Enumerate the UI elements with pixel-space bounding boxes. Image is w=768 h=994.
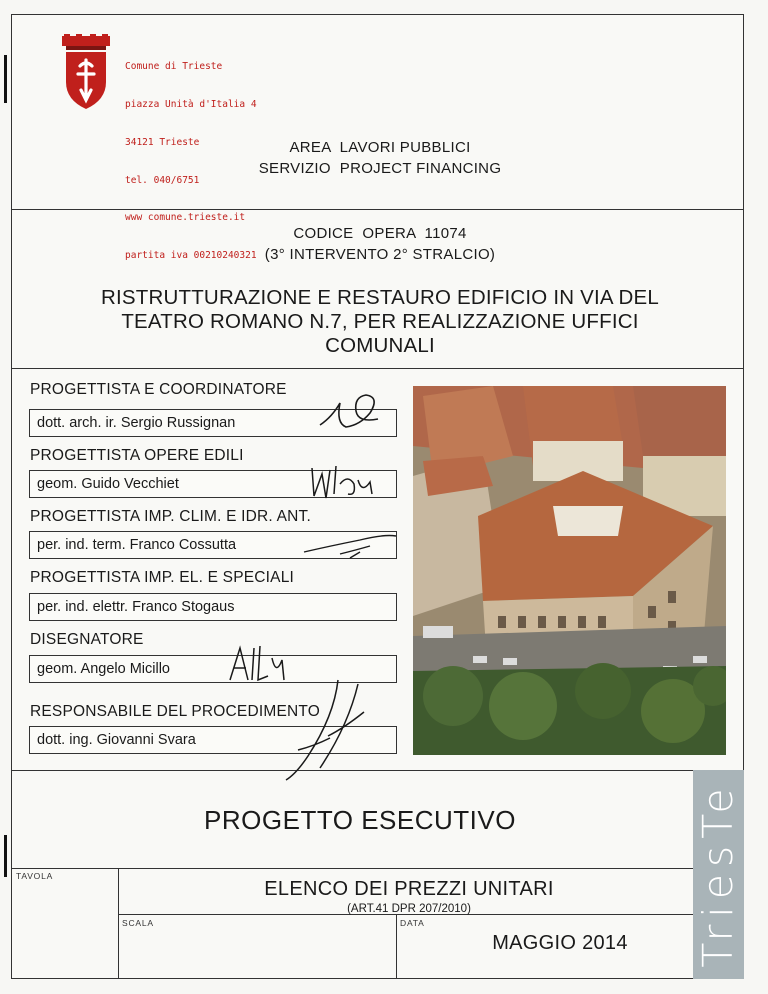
address-line: piazza Unità d'Italia 4 — [125, 98, 257, 110]
document-date: MAGGIO 2014 — [492, 932, 628, 954]
role-label: DISEGNATORE — [30, 631, 144, 648]
divider — [11, 868, 693, 869]
comune-trieste-coat-of-arms-icon — [60, 34, 112, 110]
signature-cossutta — [300, 528, 400, 564]
name-box: dott. arch. ir. Sergio Russignan — [29, 409, 397, 437]
role-label: PROGETTISTA IMP. CLIM. E IDR. ANT. — [30, 508, 311, 525]
role-label: RESPONSABILE DEL PROCEDIMENTO — [30, 703, 321, 720]
name-box: geom. Angelo Micillo — [29, 655, 397, 683]
opera-code: CODICE OPERA 11074 — [293, 225, 467, 242]
role-label: PROGETTISTA E COORDINATORE — [30, 381, 287, 398]
name-box: per. ind. term. Franco Cossutta — [29, 531, 397, 559]
opera-code-block — [40, 223, 720, 265]
department-block — [120, 137, 640, 179]
area-label: AREA LAVORI PUBBLICI — [289, 139, 471, 156]
signature-svara — [268, 676, 378, 786]
role-label: PROGETTISTA OPERE EDILI — [30, 447, 244, 464]
address-line: partita iva 00210240321 — [125, 250, 257, 262]
name-box: dott. ing. Giovanni Svara — [29, 726, 397, 754]
name-box: geom. Guido Vecchiet — [29, 470, 397, 498]
signature-russignan — [310, 383, 390, 433]
address-line: 34121 Trieste — [125, 136, 200, 148]
servizio-label: SERVIZIO PROJECT FINANCING — [258, 160, 502, 177]
divider — [118, 868, 119, 979]
trieste-brand-logo: TriesTe — [694, 781, 742, 968]
document-title: ELENCO DEI PREZZI UNITARI — [264, 878, 554, 900]
project-title-line: TEATRO ROMANO N.7, PER REALIZZAZIONE UFFICI — [121, 310, 639, 333]
intervention-label: (3° INTERVENTO 2° STRALCIO) — [264, 246, 496, 263]
tavola-label: TAVOLA — [16, 871, 54, 881]
project-title — [30, 286, 730, 358]
trieste-brand-band — [693, 770, 744, 979]
divider — [396, 914, 397, 979]
project-phase: PROGETTO ESECUTIVO — [204, 805, 516, 835]
signature-vecchiet — [308, 460, 378, 506]
data-label: DATA — [400, 918, 425, 928]
legal-reference: (ART.41 DPR 207/2010) — [347, 903, 471, 915]
scan-margin-mark — [4, 835, 7, 877]
name-box: per. ind. elettr. Franco Stogaus — [29, 593, 397, 621]
project-title-line: RISTRUTTURAZIONE E RESTAURO EDIFICIO IN VIA DEL — [100, 286, 660, 309]
divider — [11, 209, 744, 210]
role-label: PROGETTISTA IMP. EL. E SPECIALI — [30, 569, 295, 586]
address-line: Comune di Trieste — [125, 61, 223, 73]
address-line: tel. 040/6751 — [125, 174, 200, 186]
scan-margin-mark — [4, 55, 7, 103]
divider — [11, 368, 744, 369]
scala-label: SCALA — [122, 918, 154, 928]
aerial-building-photo — [413, 386, 726, 755]
project-title-line: COMUNALI — [325, 334, 435, 357]
address-line: www comune.trieste.it — [125, 212, 246, 224]
